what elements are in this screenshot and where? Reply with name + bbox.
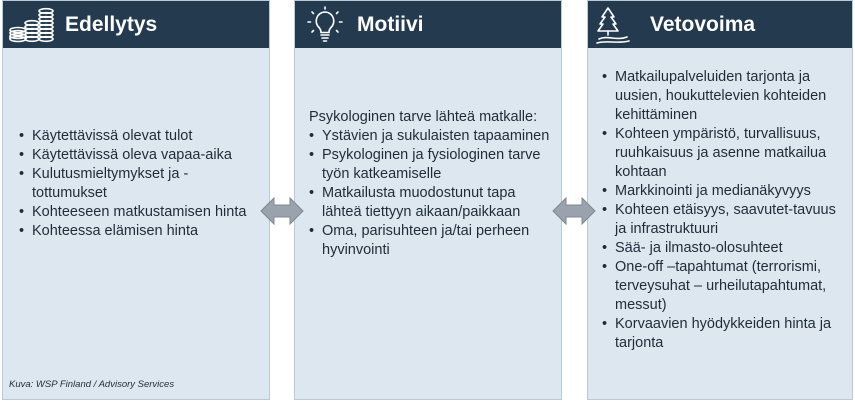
list-item: • Kohteen etäisyys, saavutet-tavuus ja infrastruktuuri <box>602 201 842 239</box>
list-item: • Kohteessa elämisen hinta <box>19 222 259 241</box>
panel-content <box>588 68 852 353</box>
list-item: • Käytettävissä oleva vapaa-aika <box>19 146 259 165</box>
panel-title: Edellytys <box>65 13 158 36</box>
panel-title: Motiivi <box>357 13 424 36</box>
list-item: • Käytettävissä olevat tulot <box>19 127 259 146</box>
list-item: • Oma, parisuhteen ja/tai perheen hyvinvointi <box>309 222 551 260</box>
lightbulb-icon <box>304 6 346 49</box>
image-credit: Kuva: WSP Finland / Advisory Services <box>9 379 175 390</box>
panel-intro: Psykologinen tarve lähteä matkalle: <box>309 109 538 125</box>
panel-header <box>295 1 561 48</box>
list-item: • Korvaavien hyödykkeiden hinta ja tarjonta <box>602 315 842 353</box>
double-arrow-icon <box>551 194 597 233</box>
item-list <box>19 127 259 241</box>
list-item: • Psykologinen ja fysiologinen tarve työn katkeamiselle <box>309 146 551 184</box>
list-item: • Markkinointi ja medianäkyvyys <box>602 182 842 201</box>
list-item: • Ystävien ja sukulaisten tapaaminen <box>309 127 551 146</box>
list-item: • Kohteen ympäristö, turvallisuus, ruuhkaisuus ja asenne matkailua kohtaan <box>602 125 842 182</box>
list-item: • Kulutusmieltymykset ja -tottumukset <box>19 165 259 203</box>
list-item: • Sää- ja ilmasto-olosuhteet <box>602 239 842 258</box>
list-item: • Matkailusta muodostunut tapa lähteä tiettyyn aikaan/paikkaan <box>309 184 551 222</box>
panel-content <box>3 127 269 241</box>
panel-header <box>588 1 852 48</box>
panel-motiivi <box>294 0 562 400</box>
item-list <box>309 127 551 260</box>
list-item: • Matkailupalveluiden tarjonta ja uusien, houkuttelevien kohteiden kehittäminen <box>602 68 842 125</box>
panel-content <box>295 108 561 260</box>
panel-title: Vetovoima <box>650 13 756 36</box>
double-arrow-icon <box>259 194 305 233</box>
panel-vetovoima <box>587 0 853 400</box>
panel-header <box>3 1 269 48</box>
item-list <box>602 68 842 353</box>
tree-path-icon <box>595 6 631 49</box>
list-item: • One-off –tapahtumat (terrorismi, terveysuhat – urheilutapahtumat, messut) <box>602 258 842 315</box>
panel-edellytys <box>2 0 270 400</box>
list-item: • Kohteeseen matkustamisen hinta <box>19 203 259 222</box>
coins-stack-icon <box>8 6 56 49</box>
